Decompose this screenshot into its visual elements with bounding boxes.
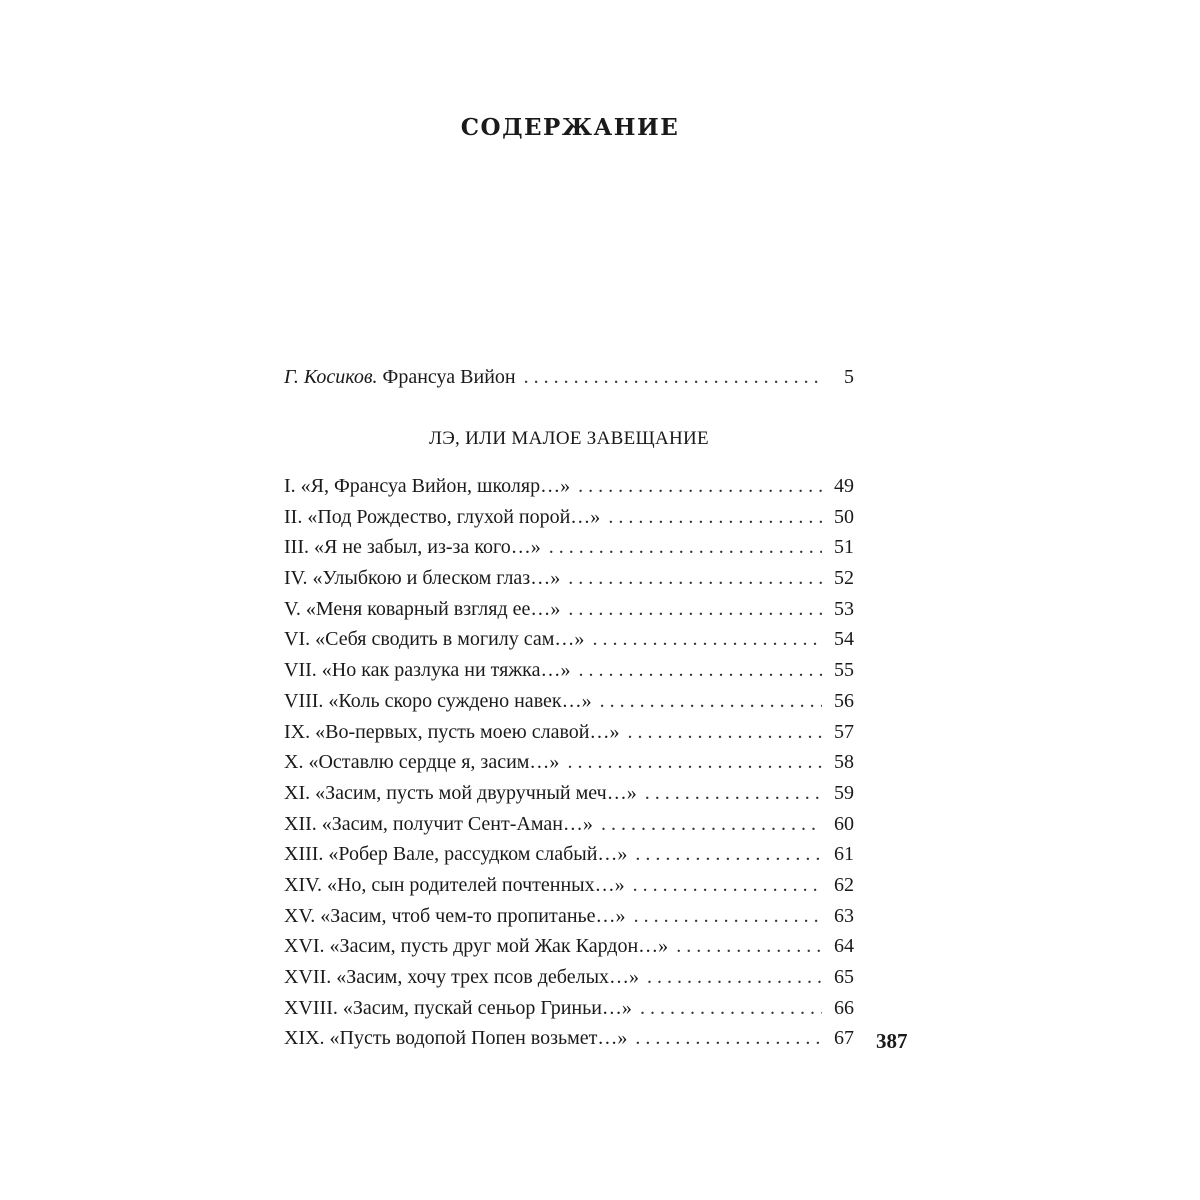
toc-entry-label: XVI. «Засим, пусть друг мой Жак Кардон…»: [284, 935, 669, 958]
toc-entry: [284, 809, 854, 840]
toc-entry: [284, 901, 854, 932]
toc-entry-page: 55: [834, 659, 854, 682]
toc-entry: [284, 532, 854, 563]
toc-entry-page: 51: [834, 536, 854, 559]
toc-entry-page: 64: [834, 935, 854, 958]
section-heading: ЛЭ, ИЛИ МАЛОЕ ЗАВЕЩАНИЕ: [429, 428, 709, 449]
toc-entry-page: 57: [834, 720, 854, 743]
toc-entry: [284, 1023, 854, 1054]
toc-entry-label: VI. «Себя сводить в могилу сам…»: [284, 628, 585, 651]
toc-leader-dots: [633, 870, 822, 901]
toc-entry: [284, 993, 854, 1024]
toc-entry-page: 60: [834, 812, 854, 835]
toc-entry-label: XIII. «Робер Вале, рассудком слабый…»: [284, 843, 628, 866]
toc-leader-dots: [549, 532, 822, 563]
page-title: СОДЕРЖАНИЕ: [460, 114, 680, 141]
toc-entry-page: 5: [844, 366, 854, 388]
toc-leader-dots: [608, 502, 822, 533]
toc-entry-page: 63: [834, 904, 854, 927]
toc-leader-dots: [601, 809, 822, 840]
toc-entry: [284, 563, 854, 594]
toc-entry-page: 58: [834, 751, 854, 774]
toc-entry-page: 62: [834, 873, 854, 896]
toc-entry: [284, 870, 854, 901]
toc-leader-dots: [645, 778, 822, 809]
toc-entry-page: 59: [834, 781, 854, 804]
toc-leader-dots: [568, 594, 822, 625]
toc-entry-page: 65: [834, 966, 854, 988]
toc-entry: [284, 655, 854, 686]
toc-entry-label: XII. «Засим, получит Сент-Аман…»: [284, 812, 593, 835]
toc-leader-dots: [635, 1023, 822, 1054]
toc-leader-dots: [635, 839, 822, 870]
toc-entry: [284, 594, 854, 625]
toc-entry-page: 53: [834, 597, 854, 620]
toc-entry-page: 50: [834, 505, 854, 528]
toc-entry-label: [284, 362, 516, 393]
toc-entry: [284, 931, 854, 962]
toc-entry-page: 49: [834, 475, 854, 497]
toc-entry-page: 54: [834, 628, 854, 651]
toc-entry-page: 52: [834, 567, 854, 590]
toc-leader-dots: [568, 563, 822, 594]
toc-leader-dots: [578, 655, 822, 686]
toc-entry: [284, 839, 854, 870]
toc-entry-label: V. «Меня коварный взгляд ее…»: [284, 597, 561, 620]
toc-leader-dots: [600, 686, 822, 717]
toc-intro: [284, 362, 854, 393]
toc-leader-dots: [567, 747, 822, 778]
toc-entry: [284, 624, 854, 655]
toc-leader-dots: [647, 962, 822, 993]
toc-entry-label: IX. «Во-первых, пусть моею славой…»: [284, 720, 620, 743]
toc-leader-dots: [627, 717, 822, 748]
toc-leader-dots: [524, 362, 822, 393]
toc-entry: [284, 778, 854, 809]
toc-entry-intro: [284, 362, 854, 393]
toc-entry-page: 61: [834, 843, 854, 866]
toc-entry: [284, 962, 854, 993]
toc-entries: [284, 471, 854, 1054]
toc-entry-label: II. «Под Рождество, глухой порой…»: [284, 505, 601, 528]
toc-entry-label: X. «Оставлю сердце я, засим…»: [284, 751, 560, 774]
toc-entry-label: III. «Я не забыл, из-за кого…»: [284, 536, 541, 559]
toc-entry: [284, 471, 854, 502]
toc-entry: [284, 686, 854, 717]
toc-entry: [284, 502, 854, 533]
page-number: 387: [876, 1029, 908, 1053]
toc-entry-label: XV. «Засим, чтоб чем-то пропитанье…»: [284, 904, 626, 927]
toc-entry-page: 66: [834, 996, 854, 1019]
toc-entry-title: Франсуа Вийон: [377, 366, 516, 388]
toc-entry-label: XIX. «Пусть водопой Попен возьмет…»: [284, 1027, 628, 1050]
toc-entry-label: XI. «Засим, пусть мой двуручный меч…»: [284, 781, 637, 804]
toc-entry-label: IV. «Улыбкою и блеском глаз…»: [284, 567, 561, 590]
toc-entry-label: XVII. «Засим, хочу трех псов дебелых…»: [284, 966, 639, 988]
toc-entry-label: XIV. «Но, сын родителей почтенных…»: [284, 873, 625, 896]
toc-entry-label: I. «Я, Франсуа Вийон, школяр…»: [284, 475, 571, 497]
toc-leader-dots: [676, 931, 822, 962]
toc-leader-dots: [578, 471, 822, 502]
toc-leader-dots: [640, 993, 822, 1024]
toc-entry-page: 67: [834, 1027, 854, 1050]
toc-entry-author: Г. Косиков.: [284, 366, 378, 388]
toc-leader-dots: [592, 624, 822, 655]
toc-entry-label: VII. «Но как разлука ни тяжка…»: [284, 659, 571, 682]
toc-entry-page: 56: [834, 689, 854, 712]
toc-entry-label: XVIII. «Засим, пускай сеньор Гриньи…»: [284, 996, 632, 1019]
toc-entry-label: VIII. «Коль скоро суждено навек…»: [284, 689, 592, 712]
toc-entry: [284, 747, 854, 778]
toc-leader-dots: [634, 901, 822, 932]
toc-entry: [284, 717, 854, 748]
